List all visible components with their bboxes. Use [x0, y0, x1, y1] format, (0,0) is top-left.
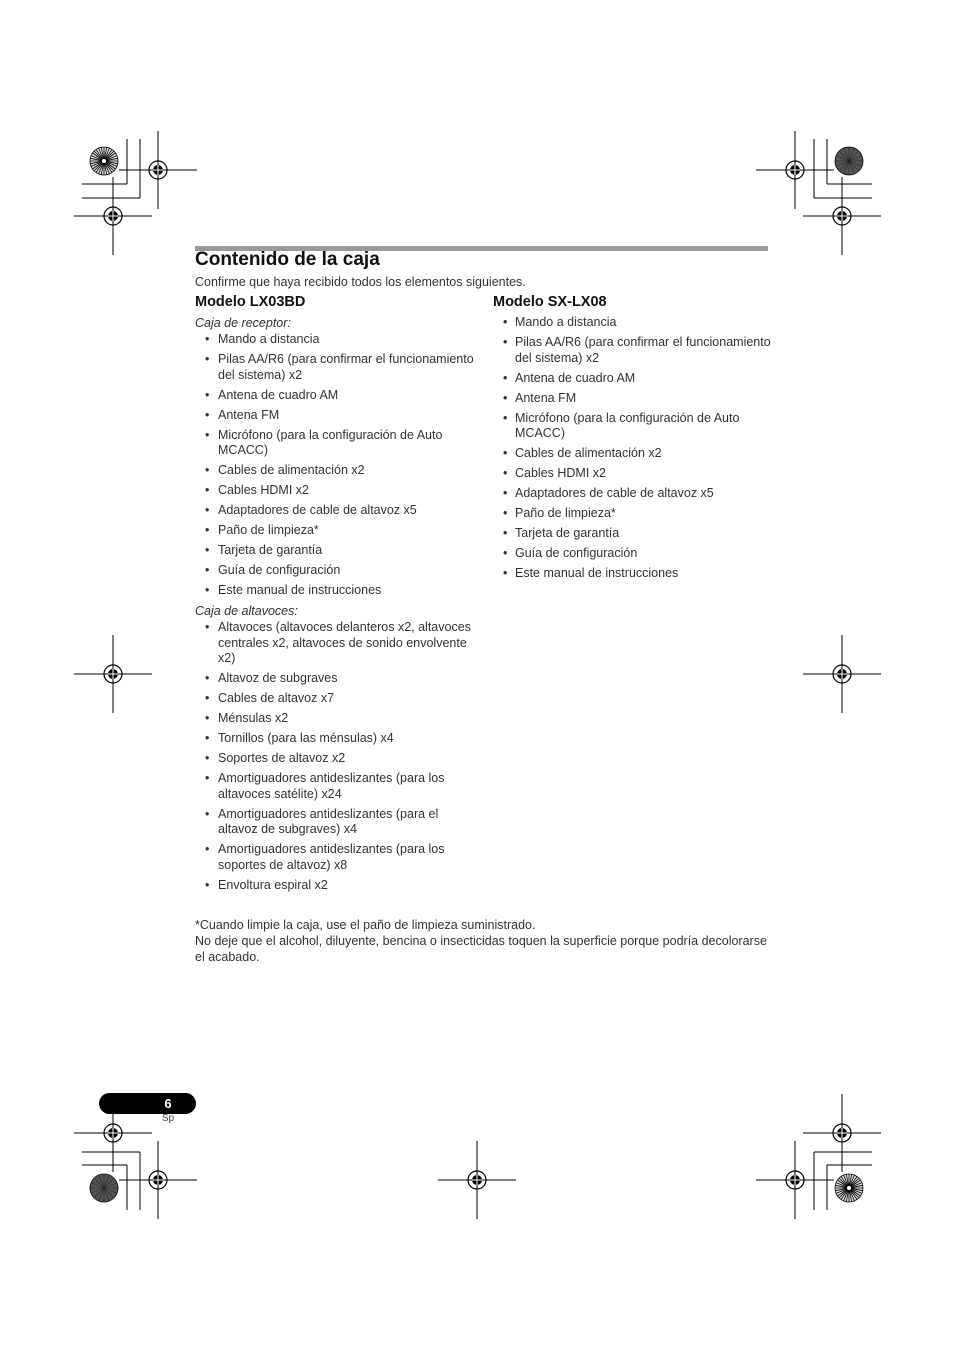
speaker-box-item	[195, 751, 475, 767]
bullet-icon: •	[503, 466, 508, 480]
sx-lx08-item	[493, 566, 773, 582]
model-sx-lx08-heading: Modelo SX-LX08	[493, 294, 607, 310]
bullet-icon: •	[205, 523, 210, 537]
sx-lx08-item-text: Pilas AA/R6 (para confirmar el funcionamiento del sistema) x2	[515, 335, 771, 365]
bullet-icon: •	[205, 387, 210, 402]
speaker-box-item-text: Envoltura espiral x2	[218, 877, 328, 892]
bullet-icon: •	[205, 751, 210, 765]
receiver-box-item-text: Pilas AA/R6 (para confirmar el funcionamiento del sistema) x2	[218, 352, 474, 382]
receiver-box-item	[195, 563, 475, 579]
receiver-box-item-text: Micrófono (para la configuración de Auto MCACC)	[218, 427, 443, 457]
sx-lx08-item	[493, 315, 773, 331]
bullet-icon: •	[503, 315, 508, 329]
sx-lx08-item	[493, 335, 773, 366]
speaker-box-item	[195, 731, 475, 747]
receiver-box-item-text: Tarjeta de garantía	[218, 543, 323, 557]
receiver-box-item	[195, 388, 475, 404]
sx-lx08-item-text: Guía de configuración	[515, 546, 638, 560]
sx-lx08-item	[493, 486, 773, 502]
cleaning-note	[195, 917, 775, 965]
bullet-icon: •	[205, 711, 210, 725]
sx-lx08-item	[493, 371, 773, 387]
sx-lx08-item-text: Micrófono (para la configuración de Auto MCACC)	[515, 410, 740, 440]
bullet-icon: •	[205, 877, 210, 892]
receiver-box-item	[195, 352, 475, 383]
sx-lx08-item	[493, 506, 773, 522]
bullet-icon: •	[503, 506, 508, 520]
section-intro: Confirme que haya recibido todos los elementos siguientes.	[195, 275, 526, 289]
speaker-box-item-text: Soportes de altavoz x2	[218, 751, 346, 765]
speaker-box-list	[195, 620, 475, 893]
bullet-icon: •	[205, 691, 210, 705]
receiver-box-item	[195, 503, 475, 519]
speaker-box-item	[195, 711, 475, 727]
sx-lx08-item	[493, 526, 773, 542]
receiver-box-label: Caja de receptor:	[195, 316, 291, 330]
bullet-icon: •	[503, 526, 508, 540]
sx-lx08-item-text: Mando a distancia	[515, 315, 617, 329]
bullet-icon: •	[205, 427, 210, 442]
bullet-icon: •	[503, 566, 508, 580]
bullet-icon: •	[205, 563, 210, 577]
bullet-icon: •	[205, 352, 210, 366]
receiver-box-item-text: Antena de cuadro AM	[218, 387, 339, 402]
speaker-box-item	[195, 842, 475, 873]
speaker-box-item	[195, 807, 475, 838]
bullet-icon: •	[503, 370, 508, 385]
bullet-icon: •	[503, 546, 508, 560]
sx-lx08-item-text: Antena de cuadro AM	[515, 370, 636, 385]
sx-lx08-item-text: Cables HDMI x2	[515, 466, 606, 480]
bullet-icon: •	[205, 806, 210, 821]
bullet-icon: •	[205, 671, 210, 685]
sx-lx08-item-text: Antena FM	[515, 390, 577, 405]
model-lx03bd-column	[195, 294, 475, 898]
speaker-box-item	[195, 671, 475, 687]
speaker-box-item-text: Tornillos (para las ménsulas) x4	[218, 731, 394, 745]
bullet-icon: •	[205, 583, 210, 597]
speaker-box-item-text: Amortiguadores antideslizantes (para los altavoces satélite) x24	[218, 771, 445, 801]
page-language: Sp	[161, 1113, 175, 1124]
sx-lx08-list	[493, 315, 773, 582]
bullet-icon: •	[205, 503, 210, 517]
receiver-box-item-text: Cables HDMI x2	[218, 483, 309, 497]
receiver-box-item	[195, 428, 475, 459]
section-title: Contenido de la caja	[195, 249, 380, 270]
receiver-box-item	[195, 408, 475, 424]
sx-lx08-item-text: Este manual de instrucciones	[515, 566, 679, 580]
receiver-box-item	[195, 523, 475, 539]
page-number: 6	[164, 1096, 172, 1111]
bullet-icon: •	[205, 620, 210, 634]
sx-lx08-item	[493, 546, 773, 562]
receiver-box-item-text: Cables de alimentación x2	[218, 463, 365, 477]
receiver-box-item-text: Adaptadores de cable de altavoz x5	[218, 503, 417, 517]
speaker-box-item-text: Altavoces (altavoces delanteros x2, altavoces centrales x2, altavoces de sonido envolvente x2)	[218, 620, 471, 665]
speaker-box-item-text: Amortiguadores antideslizantes (para el altavoz de subgraves) x4	[218, 806, 439, 836]
sx-lx08-item	[493, 391, 773, 407]
receiver-box-item-text: Guía de configuración	[218, 563, 341, 577]
receiver-box-item	[195, 463, 475, 479]
sx-lx08-item-text: Tarjeta de garantía	[515, 526, 620, 540]
bullet-icon: •	[205, 332, 210, 346]
speaker-box-item	[195, 691, 475, 707]
receiver-box-item	[195, 332, 475, 348]
bullet-icon: •	[205, 771, 210, 785]
speaker-box-item	[195, 771, 475, 802]
model-lx03bd-heading: Modelo LX03BD	[195, 294, 306, 310]
bullet-icon: •	[503, 390, 508, 405]
receiver-box-item-text: Antena FM	[218, 407, 280, 422]
model-sx-lx08-column	[493, 294, 773, 586]
speaker-box-item-text: Ménsulas x2	[218, 711, 289, 725]
receiver-box-item	[195, 543, 475, 559]
bullet-icon: •	[205, 407, 210, 422]
cleaning-note-line1: *Cuando limpie la caja, use el paño de limpieza suministrado.	[195, 918, 536, 932]
bullet-icon: •	[503, 410, 508, 425]
receiver-box-item-text: Paño de limpieza*	[218, 523, 319, 537]
speaker-box-item	[195, 620, 475, 667]
speaker-box-item-text: Altavoz de subgraves	[218, 671, 338, 685]
bullet-icon: •	[503, 446, 508, 460]
receiver-box-item-text: Este manual de instrucciones	[218, 583, 382, 597]
bullet-icon: •	[205, 731, 210, 745]
sx-lx08-item-text: Adaptadores de cable de altavoz x5	[515, 486, 714, 500]
receiver-box-item	[195, 583, 475, 599]
cleaning-note-line2: No deje que el alcohol, diluyente, bencina o insecticidas toquen la superficie porque podría decolorarse el acabado.	[195, 934, 767, 964]
bullet-icon: •	[205, 543, 210, 557]
sx-lx08-item	[493, 446, 773, 462]
sx-lx08-item	[493, 466, 773, 482]
speaker-box-item-text: Cables de altavoz x7	[218, 691, 335, 705]
bullet-icon: •	[205, 463, 210, 477]
sx-lx08-item-text: Cables de alimentación x2	[515, 446, 662, 460]
receiver-box-item-text: Mando a distancia	[218, 332, 320, 346]
sx-lx08-item-text: Paño de limpieza*	[515, 506, 616, 520]
receiver-box-list	[195, 332, 475, 599]
speaker-box-item	[195, 878, 475, 894]
speaker-box-label: Caja de altavoces:	[195, 604, 298, 618]
receiver-box-item	[195, 483, 475, 499]
sx-lx08-item	[493, 411, 773, 442]
bullet-icon: •	[205, 842, 210, 856]
bullet-icon: •	[503, 486, 508, 500]
bullet-icon: •	[205, 483, 210, 497]
speaker-box-item-text: Amortiguadores antideslizantes (para los soportes de altavoz) x8	[218, 842, 445, 872]
bullet-icon: •	[503, 335, 508, 349]
